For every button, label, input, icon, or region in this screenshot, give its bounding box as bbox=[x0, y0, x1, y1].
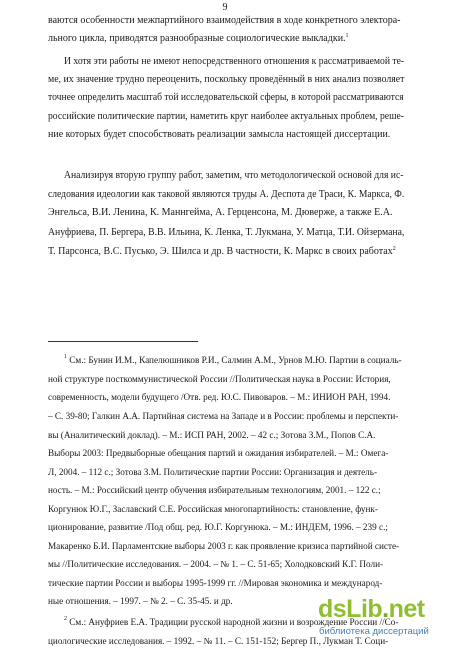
footnote-separator bbox=[48, 341, 198, 342]
footnote-line: $^2$ См.: Ануфриев Е.А. Традиции русской народной жизни и возрождение России //Со- bbox=[64, 616, 399, 627]
body-line: следования идеологии как таковой являются труды А. Деспота де Траси, К. Маркса, Ф. bbox=[48, 189, 405, 200]
body-line: И хотя эти работы не имеют непосредственного отношения к рассматриваемой те- bbox=[64, 56, 405, 67]
body-line: точнее определить масштаб той исследовательской сферы, в которой рассматриваются bbox=[48, 92, 404, 103]
body-line: Т. Парсонса, В.С. Пусько, Э. Шилса и др. В частности, К. Маркс в своих работах$^2$ bbox=[48, 246, 396, 257]
body-line: Ануфриева, П. Бергера, В.В. Ильина, К. Ленка, Т. Лукмана, У. Матца, Т.И. Ойзермана, bbox=[48, 227, 405, 238]
footnote-ref[interactable]: 2 bbox=[392, 246, 396, 252]
footnote-line: Л, 2004. – 112 с.; Зотова З.М. Политические партии России: Организация и деятель- bbox=[48, 467, 378, 477]
footnote-line: современность, модели будущего /Отв. ред. Ю.С. Пивоваров. – М.: ИНИОН РАН, 1994. bbox=[48, 392, 391, 402]
body-line: Анализируя вторую группу работ, заметим, что методологической основой для ис- bbox=[64, 170, 404, 181]
footnote-ref[interactable]: 1 bbox=[345, 33, 349, 39]
footnote-marker: 2 bbox=[64, 616, 67, 622]
footnote-line: ционирование, развитие /Под общ. ред. Ю.Г. Коргунюка. – М.: ИНДЕМ, 1996. – 239 с.; bbox=[48, 522, 388, 532]
footnote-line: ность. – М.: Российский центр обучения избирательным технологиям, 2001. – 122 с.; bbox=[48, 485, 381, 495]
footnote-line: – С. 39-80; Галкин А.А. Партийная система на Западе и в России: проблемы и перспекти- bbox=[48, 411, 399, 421]
watermark-caption: библиотека диссертаций bbox=[319, 626, 429, 637]
footnote-line: ные отношения. – 1997. – № 2. – С. 35-45. и др. bbox=[48, 596, 233, 606]
footnote-line: вы (Аналитический доклад). – М.: ИСП РАН, 2002. – 42 с.; Зотова З.М., Попов С.А. bbox=[48, 430, 376, 440]
footnote-line: тические партии России и выборы 1995-1999 гг. //Мировая экономика и международ- bbox=[48, 578, 383, 588]
body-line: Энгельса, В.И. Ленина, К. Маннгейма, А. Герценсона, М. Дюверже, а также Е.А. bbox=[48, 207, 393, 218]
footnote-line: $^1$ См.: Бунин И.М., Капелюшников Р.И., Салмин А.М., Урнов М.Ю. Партии в социаль- bbox=[64, 354, 402, 365]
dslib-logo: dsLib.net bbox=[318, 595, 425, 623]
body-line: российские политические партии, наметить круг наиболее актуальных проблем, реше- bbox=[48, 111, 404, 122]
page-number: 9 bbox=[222, 2, 228, 13]
footnote-line: мы //Политические исследования. – 2004. – № 1. – С. 51-65; Холодковский К.Г. Поли- bbox=[48, 559, 384, 569]
footnote-line: ной структуре посткоммунистической России //Политическая наука в России: История, bbox=[48, 374, 391, 384]
body-line: ме, их значение трудно переоценить, поскольку проведённый в них анализ позволяет bbox=[48, 74, 405, 85]
footnote-line: циологические исследования. – 1992. – № 11. – С. 151-152; Бергер П., Лукман Т. Соци- bbox=[48, 635, 389, 646]
body-line: ние которых будет способствовать реализации замысла настоящей диссертации. bbox=[48, 129, 391, 140]
footnote-line: Макаренко Б.И. Парламентские выборы 2003 г. как проявление кризиса партийной систе- bbox=[48, 541, 400, 551]
body-line: льного цикла, приводятся разнообразные социологические выкладки.$^1$ bbox=[48, 33, 349, 44]
body-line: ваются особенности межпартийного взаимодействия в ходе конкретного электора- bbox=[48, 15, 401, 26]
footnote-line: Коргунюк Ю.Г., Заславский С.Е. Российская многопартийность: становление, функ- bbox=[48, 504, 378, 514]
footnote-marker: 1 bbox=[64, 354, 67, 360]
footnote-line: Выборы 2003: Предвыборные обещания партий и ожидания избирателей. – М.: Омега- bbox=[48, 448, 389, 458]
